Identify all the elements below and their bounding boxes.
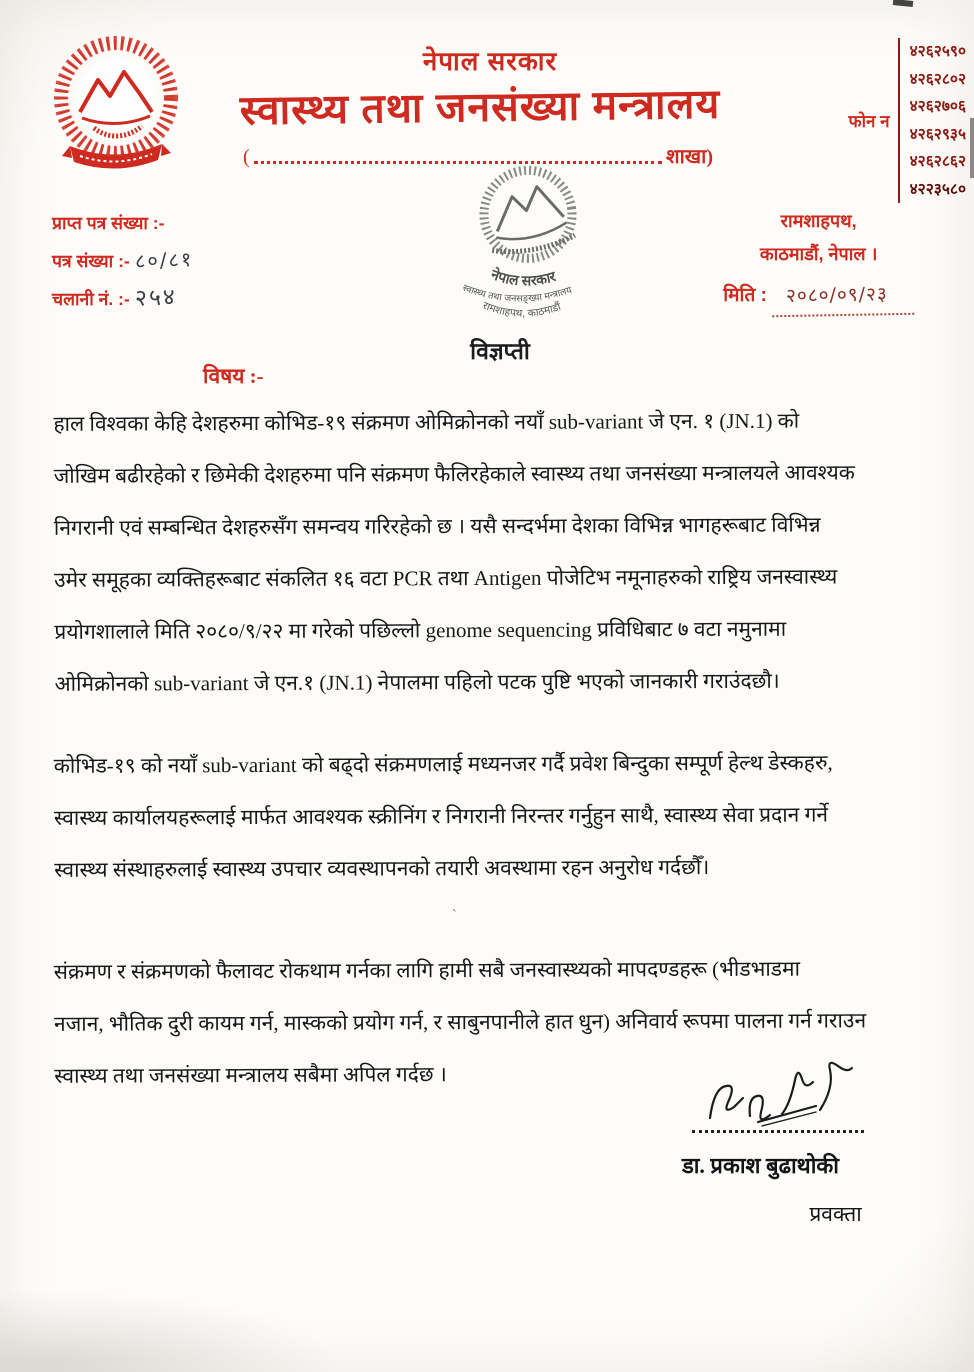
body-line: स्वास्थ्य कार्यालयहरूलाई मार्फत आवश्यक स्क्रीनिंग र निगरानी निरन्तर गर्नुहुन साथै, स्वास्थ्य सेवा प्रदान गर्ने	[53, 802, 829, 830]
scan-edge-artifact	[970, 118, 974, 178]
phone-number: ४२६२८०२	[909, 70, 966, 88]
phone-number: ४२२३५८०	[909, 180, 966, 198]
paragraph-1	[53, 394, 910, 710]
stamp-text-address: रामशाहपथ, काठमाडौं	[480, 299, 563, 320]
body-line: हाल विश्वका केहि देशहरुमा कोभिड-१९ संक्रमण ओमिक्रोनको नयाँ sub-variant जे एन. १ (JN.1) को	[53, 408, 800, 436]
subject-label: विषय :-	[203, 364, 264, 388]
phone-number: ४२६२८६२	[909, 153, 966, 170]
address-line1: रामशाहपथ,	[780, 211, 857, 231]
date-handwritten-value: २०८०/०९/२३	[772, 278, 914, 317]
scan-speck: `	[452, 908, 457, 923]
letter-no-row	[52, 242, 193, 280]
body-line: कोभिड-१९ को नयाँ sub-variant को बढ्दो संक्रमणलाई मध्यनजर गर्दै प्रवेश बिन्दुका सम्पूर्ण हेल्थ डेस्कहरु,	[53, 750, 833, 778]
stamp-text-government: नेपाल सरकार	[488, 265, 558, 289]
phone-number-list	[898, 38, 966, 203]
branch-label: शाखा)	[666, 146, 713, 168]
letter-no-handwritten-value: ८०/८१	[134, 246, 194, 274]
phone-number: ४२६२७०६	[909, 98, 966, 115]
date-row	[723, 279, 914, 316]
dispatch-no-label: चलानी नं. :-	[52, 289, 130, 309]
signature-dotted-line	[692, 1120, 864, 1133]
scan-corner-artifact	[893, 0, 914, 7]
notice-title: विज्ञप्ती	[470, 339, 530, 364]
signatory-name: डा. प्रकाश बुढाथोकी	[681, 1153, 840, 1178]
address-date-block	[723, 205, 914, 316]
signatory-title: प्रवक्ता	[809, 1202, 862, 1226]
body-line: संक्रमण र संक्रमणको फैलावट रोकथाम गर्नका लागि हामी सबै जनस्वास्थ्यको मापदण्डहरू (भीडभाडमा	[53, 956, 801, 984]
paragraph-2	[54, 736, 911, 896]
ministry-title: स्वास्थ्य तथा जनसंख्या मन्त्रालय	[239, 80, 721, 134]
svg-text:नेपाल सरकार	[488, 266, 559, 289]
body-line: निगरानी एवं सम्बन्धित देशहरुसँग समन्वय गरिरहेको छ । यसै सन्दर्भमा देशका विभिन्न भागहरूबाट विभिन्न	[53, 512, 821, 540]
dispatch-no-row	[52, 280, 193, 318]
body-line: उमेर समूहका व्यक्तिहरूबाट संकलित १६ वटा PCR तथा Antigen पोजेटिभ नमूनाहरुको राष्ट्रिय जनस्वास्थ्य	[54, 564, 838, 592]
phone-block	[848, 38, 966, 203]
body-line: ओमिक्रोनको sub-variant जे एन.१ (JN.1) नेपालमा पहिलो पटक पुष्टि भएको जानकारी गराउंदछौ।	[54, 668, 780, 696]
scan-bottom-shading	[0, 1290, 340, 1372]
branch-open-paren: (	[243, 146, 250, 168]
body-line: स्वास्थ्य संस्थाहरुलाई स्वास्थ्य उपचार व्यवस्थापनको तयारी अवस्थामा रहन अनुरोध गर्दछौँ।	[54, 855, 710, 882]
phone-label: फोन न	[848, 112, 890, 131]
dispatch-no-handwritten-value: २५४	[134, 284, 177, 312]
body-line: स्वास्थ्य तथा जनसंख्या मन्त्रालय सबैमा अपिल गर्दछ ।	[54, 1062, 447, 1088]
phone-number: ४२६२५९०	[909, 43, 966, 60]
date-label: मिति :	[723, 285, 767, 306]
body-line: जोखिम बढीरहेको र छिमेकी देशहरुमा पनि संक्रमण फैलिरहेकाले स्वास्थ्य तथा जनसंख्या मन्त्रालयले आवश्यक	[53, 460, 855, 488]
body-line: नजान, भौतिक दुरी कायम गर्न, मास्कको प्रयोग गर्न, र साबुनपानीले हात धुन) अनिवार्य रूपमा पालना गर्न गराउन	[53, 1008, 867, 1036]
government-title: नेपाल सरकार	[422, 46, 558, 76]
received-letter-no-row	[52, 205, 193, 242]
body-line: प्रयोगशालाले मिति २०८०/९/२२ मा गरेको पछिल्लो genome sequencing प्रविधिबाट ७ वटा नमुनामा	[54, 616, 787, 644]
phone-number: ४२६२९३५	[909, 125, 966, 143]
letter-no-label: पत्र संख्या :-	[52, 251, 130, 271]
ministry-ink-stamp	[428, 156, 638, 336]
address-line2: काठमाडौं, नेपाल ।	[759, 244, 878, 264]
received-letter-no-label: प्राप्त पत्र संख्या :-	[52, 213, 165, 233]
stamp-text-ministry: स्वास्थ्य तथा जनसङ्ख्या मन्त्रालय	[460, 282, 574, 305]
registry-block	[52, 205, 193, 318]
